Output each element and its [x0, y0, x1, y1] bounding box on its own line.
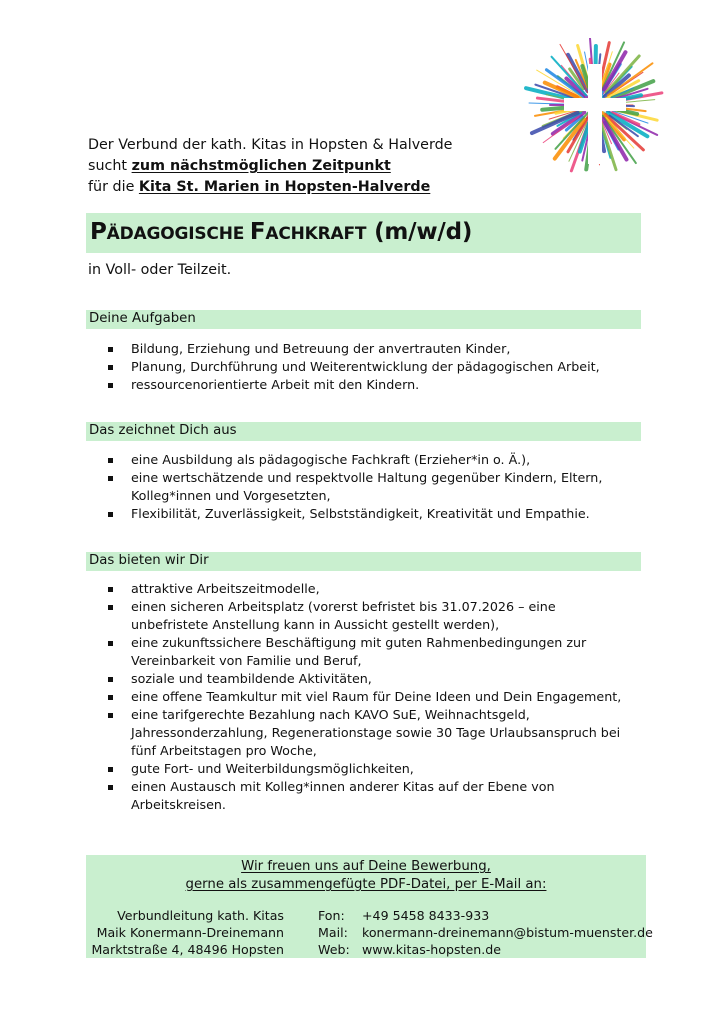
footer-address [91, 907, 284, 958]
list-angebot [106, 580, 636, 814]
section-heading-aufgaben [86, 310, 641, 329]
section-heading-text: Das zeichnet Dich aus [89, 423, 237, 438]
title-suffix: (m/w/d) [366, 219, 473, 245]
footer-line-1: Wir freuen uns auf Deine Bewerbung, [241, 859, 491, 874]
intro-line-3-prefix: für die [88, 179, 139, 195]
list-item: einen sicheren Arbeitsplatz (vorerst befristet bis 31.07.2026 – eine unbefristete Anstellung kann in Aussicht gestellt werden), [106, 598, 636, 634]
intro-line-3 [88, 177, 452, 198]
section-heading-text: Das bieten wir Dir [89, 553, 209, 568]
list-item: gute Fort- und Weiterbildungsmöglichkeiten, [106, 760, 636, 778]
section-heading-profil [86, 422, 641, 441]
title-initial-f: F [249, 219, 266, 245]
address-line: Maik Konermann-Dreinemann [96, 925, 284, 940]
intro-text [88, 135, 452, 198]
list-item: Bildung, Erziehung und Betreuung der anvertrauten Kinder, [106, 340, 636, 358]
employment-type: in Voll- oder Teilzeit. [88, 262, 232, 278]
contact-label-mail: Mail: [318, 925, 348, 940]
footer-line-2: gerne als zusammengefügte PDF-Datei, per E-Mail an: [185, 877, 547, 892]
list-profil [106, 451, 636, 523]
list-item: eine offene Teamkultur mit viel Raum für Deine Ideen und Dein Engagement, [106, 688, 636, 706]
contact-email-link[interactable]: konermann-dreinemann@bistum-muenster.de [362, 925, 653, 940]
contact-label-fon: Fon: [318, 908, 345, 923]
list-item: eine tarifgerechte Bezahlung nach KAVO SuE, Weihnachtsgeld, Jahressonderzahlung, Regenerationstage sowie 30 Tage Urlaubsanspruch bei fünf Arbeitstagen pro Woche, [106, 706, 636, 760]
list-item: Flexibilität, Zuverlässigkeit, Selbstständigkeit, Kreativität und Empathie. [106, 505, 636, 523]
list-item: soziale und teambildende Aktivitäten, [106, 670, 636, 688]
title-small-caps-2: ACHKRAFT [265, 224, 367, 244]
job-title [90, 219, 472, 245]
list-item: eine wertschätzende und respektvolle Haltung gegenüber Kindern, Eltern, Kolleg*innen und Vorgesetzten, [106, 469, 636, 505]
title-small-caps-1: ÄDAGOGISCHE [106, 224, 250, 244]
intro-line-3-bold: Kita St. Marien in Hopsten-Halverde [138, 179, 431, 195]
contact-values [362, 907, 653, 958]
splash-cross-logo-icon [524, 38, 674, 188]
section-heading-angebot [86, 552, 641, 571]
list-item: eine zukunftssichere Beschäftigung mit guten Rahmenbedingungen zur Vereinbarkeit von Familie und Beruf, [106, 634, 636, 670]
list-item: attraktive Arbeitszeitmodelle, [106, 580, 636, 598]
contact-phone: +49 5458 8433-933 [362, 908, 490, 923]
address-line: Marktstraße 4, 48496 Hopsten [91, 942, 284, 957]
contact-label-web: Web: [318, 942, 350, 957]
section-heading-text: Deine Aufgaben [89, 311, 196, 326]
title-initial-p: P [90, 219, 107, 245]
application-footer [86, 855, 653, 958]
intro-line-2-bold: zum nächstmöglichen Zeitpunkt [131, 158, 391, 174]
intro-line-1: Der Verbund der kath. Kitas in Hopsten & Halverde [88, 137, 453, 153]
list-aufgaben [106, 340, 636, 394]
list-item: einen Austausch mit Kolleg*innen anderer Kitas auf der Ebene von Arbeitskreisen. [106, 778, 636, 814]
list-item: Planung, Durchführung und Weiterentwicklung der pädagogischen Arbeit, [106, 358, 636, 376]
list-item: ressourcenorientierte Arbeit mit den Kindern. [106, 376, 636, 394]
intro-line-2 [88, 156, 452, 177]
list-item: eine Ausbildung als pädagogische Fachkraft (Erzieher*in o. Ä.), [106, 451, 636, 469]
job-title-bar [86, 213, 641, 253]
contact-labels [318, 907, 350, 958]
contact-web-link[interactable]: www.kitas-hopsten.de [362, 942, 501, 957]
address-line: Verbundleitung kath. Kitas [117, 908, 284, 923]
intro-line-2-prefix: sucht [88, 158, 132, 174]
